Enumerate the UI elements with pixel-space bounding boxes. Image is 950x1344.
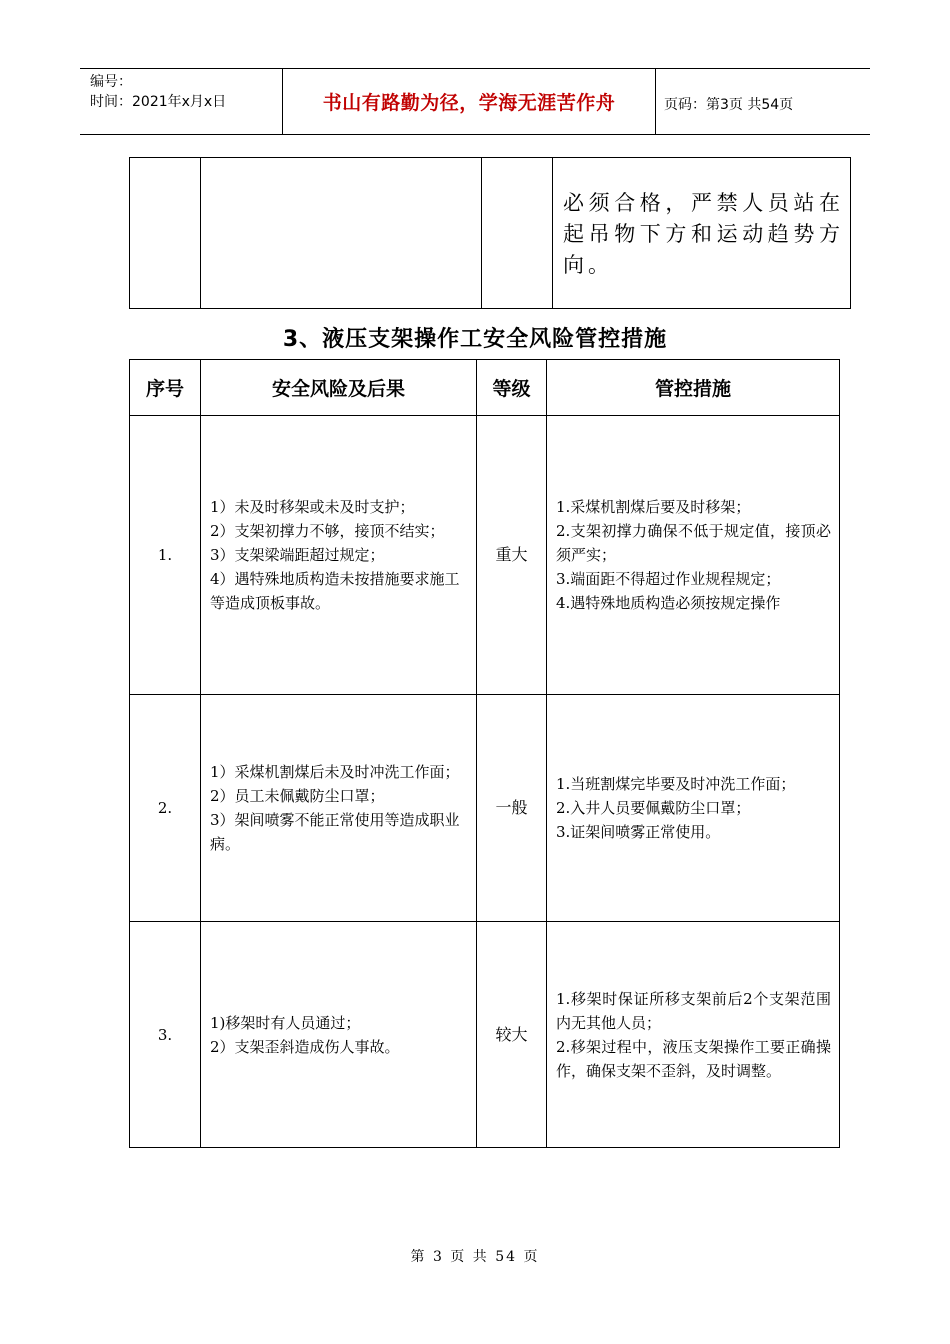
risk-control-table bbox=[129, 359, 840, 1148]
measure-line: 2.入井人员要佩戴防尘口罩； bbox=[556, 799, 751, 817]
cont-cell-measure: 必须合格，严禁人员站在起吊物下方和运动趋势方向。 bbox=[553, 158, 851, 309]
measure-line: 1.当班割煤完毕要及时冲洗工作面； bbox=[556, 775, 796, 793]
continuation-table bbox=[129, 157, 851, 309]
measure-line: 1.移架时保证所移支架前后2个支架范围内无其他人员； bbox=[556, 989, 831, 1032]
table-row bbox=[130, 922, 840, 1148]
measure-line: 2.支架初撑力确保不低于规定值，接顶必须严实； bbox=[556, 522, 831, 564]
risk-line: 2）支架初撑力不够，接顶不结实； bbox=[210, 522, 445, 540]
risk-line: 1）未及时移架或未及时支护； bbox=[210, 498, 415, 516]
risk-line: 1)移架时有人员通过； bbox=[210, 1013, 361, 1032]
risk-line: 2）员工未佩戴防尘口罩； bbox=[210, 787, 385, 805]
row-risk bbox=[201, 695, 477, 922]
section-title: 3、液压支架操作工安全风险管控措施 bbox=[282, 327, 668, 352]
cont-cell-level bbox=[482, 158, 553, 309]
cont-cell-risk bbox=[201, 158, 482, 309]
row-risk bbox=[201, 416, 477, 695]
header-page-info: 页码：第3页 共54页 bbox=[664, 97, 794, 113]
row-measure bbox=[547, 416, 840, 695]
header-top-rule bbox=[80, 68, 870, 69]
row-level: 重大 bbox=[477, 416, 547, 695]
risk-line: 1）采煤机割煤后未及时冲洗工作面； bbox=[210, 763, 460, 781]
page-footer: 第 3 页 共 54 页 bbox=[410, 1249, 540, 1265]
header-level: 等级 bbox=[477, 360, 547, 416]
risk-line: 3）支架梁端距超过规定； bbox=[210, 546, 385, 564]
header-bottom-rule bbox=[80, 134, 870, 135]
risk-line: 2）支架歪斜造成伤人事故。 bbox=[210, 1037, 400, 1056]
measure-line: 3.证架间喷雾正常使用。 bbox=[556, 823, 721, 841]
header-motto: 书山有路勤为径，学海无涯苦作舟 bbox=[322, 92, 616, 114]
table-row bbox=[130, 416, 840, 695]
row-level: 一般 bbox=[477, 695, 547, 922]
measure-line: 3.端面距不得超过作业规程规定； bbox=[556, 570, 781, 588]
row-number: 1. bbox=[130, 416, 201, 695]
header-num: 序号 bbox=[130, 360, 201, 416]
row-measure bbox=[547, 695, 840, 922]
measure-line: 2.移架过程中，液压支架操作工要正确操作，确保支架不歪斜，及时调整。 bbox=[556, 1037, 831, 1080]
measure-line: 4.遇特殊地质构造必须按规定操作 bbox=[556, 594, 781, 612]
header-risk: 安全风险及后果 bbox=[201, 360, 477, 416]
row-number: 3. bbox=[130, 922, 201, 1148]
measure-line: 1.采煤机割煤后要及时移架； bbox=[556, 498, 751, 516]
risk-line: 3）架间喷雾不能正常使用等造成职业病。 bbox=[210, 811, 460, 853]
row-number: 2. bbox=[130, 695, 201, 922]
row-level: 较大 bbox=[477, 922, 547, 1148]
doc-number-label: 编号： bbox=[90, 74, 132, 90]
header-meta bbox=[90, 72, 226, 112]
table-row bbox=[130, 695, 840, 922]
row-risk bbox=[201, 922, 477, 1148]
table-row bbox=[130, 158, 851, 309]
date-text: 时间：2021年x月x日 bbox=[90, 94, 227, 110]
table-header-row bbox=[130, 360, 840, 416]
header-measure: 管控措施 bbox=[547, 360, 840, 416]
risk-line: 4）遇特殊地质构造未按措施要求施工等造成顶板事故。 bbox=[210, 570, 460, 612]
header-divider-right bbox=[655, 68, 656, 135]
cont-cell-num bbox=[130, 158, 201, 309]
row-measure bbox=[547, 922, 840, 1148]
